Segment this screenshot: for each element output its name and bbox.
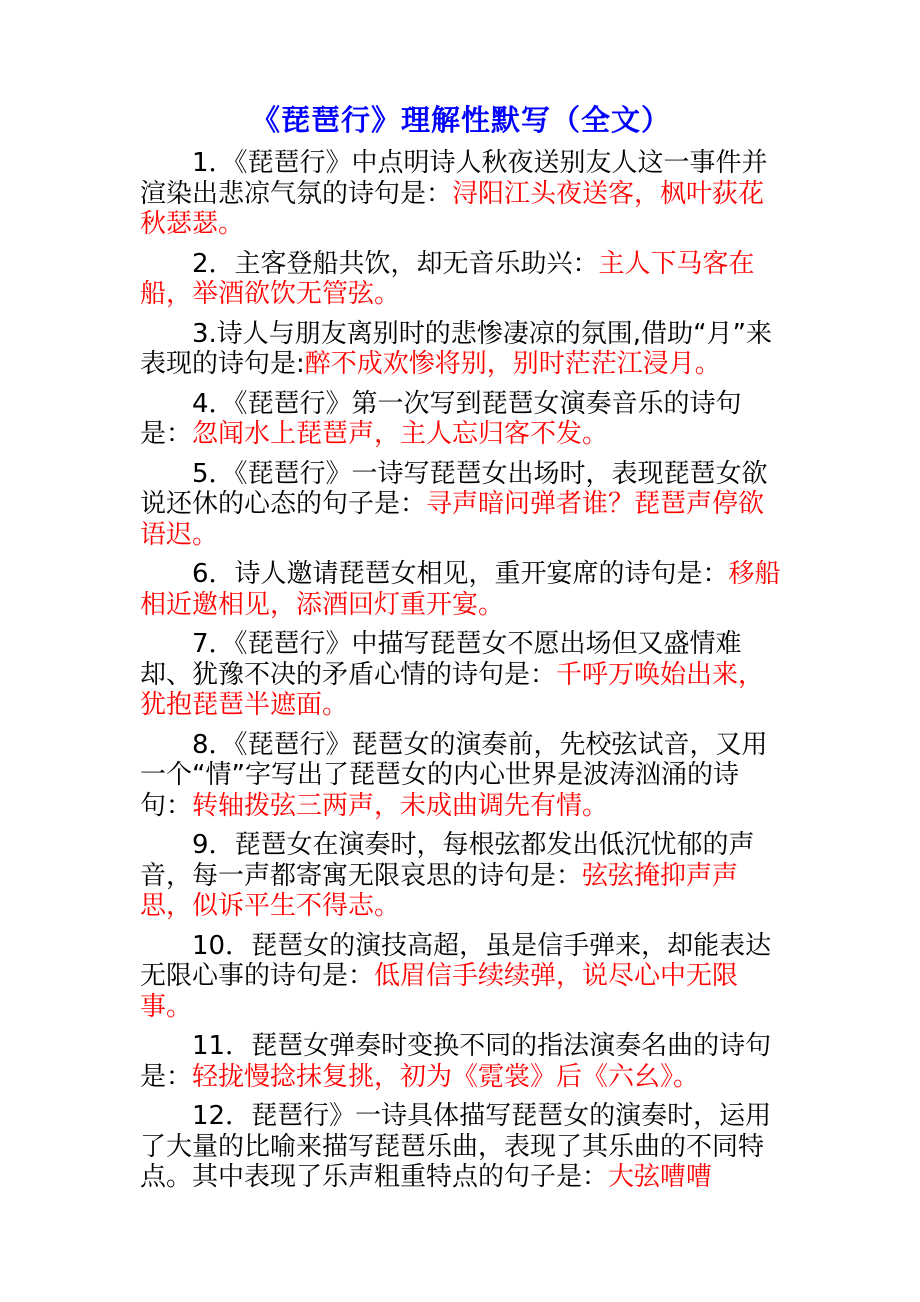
answer-text: 移船相近邀相见，添酒回灯重开宴。	[140, 559, 781, 620]
question-item-3	[140, 319, 782, 380]
answer-text: 弦弦掩抑声声思，似诉平生不得志。	[140, 860, 739, 921]
answer-text: 寻声暗问弹者谁？琵琶声停欲语迟。	[140, 489, 765, 550]
question-text: 10．琵琶女的演技高超，虽是信手弹来，却能表达无限心事的诗句是：	[140, 930, 772, 991]
question-item-4	[140, 389, 782, 450]
question-item-5	[140, 459, 782, 551]
question-text: 12．琵琶行》一诗具体描写琵琶女的演奏时，运用了大量的比喻来描写琵琶乐曲，表现了其乐曲的不同特点。其中表现了乐声粗重特点的句子是：	[140, 1101, 772, 1192]
answer-text: 低眉信手续续弹，说尽心中无限事。	[140, 961, 739, 1022]
question-item-9	[140, 830, 782, 922]
answer-text: 转轴拨弦三两声，未成曲调先有情。	[192, 790, 609, 821]
question-item-11	[140, 1031, 782, 1092]
question-item-10	[140, 931, 782, 1023]
question-item-8	[140, 730, 782, 822]
document-title: 《琵琶行》理解性默写（全文）	[250, 103, 671, 137]
question-text: 8．《琵琶行》琵琶女的演奏前，先校弦试音，又用一个“情”字写出了琵琶女的内心世界是波涛汹涌的诗句：	[140, 729, 768, 821]
question-text: 11．琵琶女弹奏时变换不同的指法演奏名曲的诗句是：	[140, 1031, 772, 1092]
question-item-12	[140, 1101, 782, 1193]
question-text: 4．《琵琶行》第一次写到琵琶女演奏音乐的诗句是：	[140, 388, 742, 449]
question-text: 1．《琵琶行》中点明诗人秋夜送别友人这一事件并渲染出悲凉气氛的诗句是：	[140, 148, 768, 209]
answer-text: 轻拢慢捻抹复挑，初为《霓裳》后《六幺》。	[192, 1061, 700, 1092]
question-item-6	[140, 559, 782, 620]
question-item-2	[140, 249, 782, 310]
question-text: 5．《琵琶行》一诗写琵琶女出场时，表现琵琶女欲说还休的心态的句子是：	[140, 458, 768, 519]
document-page	[140, 100, 782, 1202]
question-item-7	[140, 629, 782, 721]
answer-text: 千呼万唤始出来，犹抱琵琶半遮面。	[140, 659, 765, 720]
question-text: 3.诗人与朋友离别时的悲惨凄凉的氛围,借助“月”来表现的诗句是:	[140, 318, 773, 379]
question-item-1	[140, 148, 782, 240]
answer-text: 浔阳江头夜送客，枫叶荻花秋瑟瑟。	[140, 178, 765, 239]
answer-text: 忽闻水上琵琶声，主人忘归客不发。	[192, 419, 609, 449]
question-text: 6．诗人邀请琵琶女相见，重开宴席的诗句是：	[192, 559, 729, 589]
question-text: 2．主客登船共饮，却无音乐助兴：	[192, 248, 599, 279]
answer-text: 醉不成欢惨将别，别时茫茫江浸月。	[304, 349, 721, 379]
answer-text: 大弦嘈嘈	[608, 1162, 713, 1192]
answer-text: 主人下马客在船，举酒欲饮无管弦。	[140, 248, 755, 309]
question-text: 7．《琵琶行》中描写琵琶女不愿出场但又盛情难却、犹豫不决的矛盾心情的诗句是：	[140, 629, 742, 690]
question-text: 9．琵琶女在演奏时，每根弦都发出低沉忧郁的声音，每一声都寄寓无限哀思的诗句是：	[140, 830, 755, 891]
